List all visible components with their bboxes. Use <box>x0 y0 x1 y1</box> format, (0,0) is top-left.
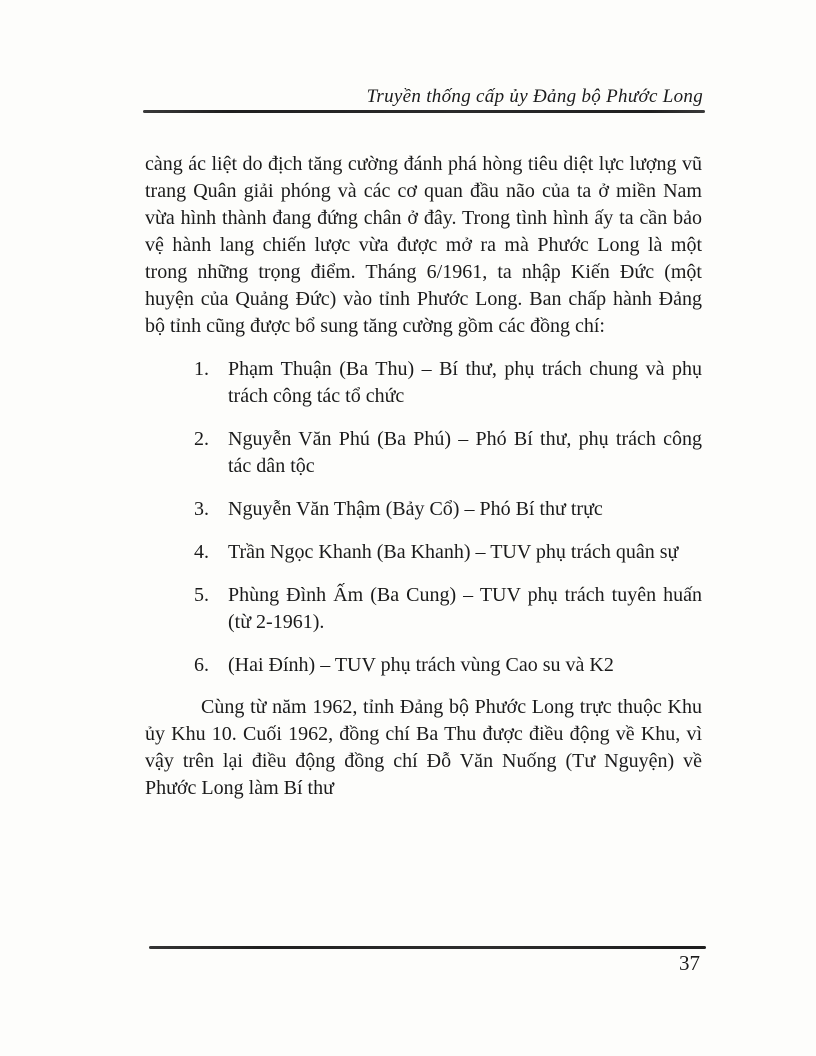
header-rule <box>143 110 705 113</box>
list-item-number: 6. <box>194 654 209 676</box>
running-header-title: Truyền thống cấp ủy Đảng bộ Phước Long <box>366 86 703 107</box>
list-item <box>145 539 702 566</box>
list-item-text: (Hai Đính) – TUV phụ trách vùng Cao su và K2 <box>228 654 614 676</box>
closing-paragraph: Cùng từ năm 1962, tỉnh Đảng bộ Phước Long trực thuộc Khu ủy Khu 10. Cuối 1962, đồng chí Ba Thu được điều động về Khu, vì vậy trên lại điều động đồng chí Đỗ Văn Nuống (Tư Nguyện) về Phước Long làm Bí thư <box>145 696 702 799</box>
footer-rule <box>149 946 706 949</box>
list-item-text: Phạm Thuận (Ba Thu) – Bí thư, phụ trách chung và phụ trách công tác tổ chức <box>228 358 702 407</box>
list-item <box>145 582 702 636</box>
page-body <box>145 151 702 802</box>
member-list <box>145 356 702 679</box>
list-item-number: 5. <box>194 584 209 606</box>
list-item-text: Nguyễn Văn Thậm (Bảy Cổ) – Phó Bí thư trực <box>228 498 603 520</box>
list-item <box>145 496 702 523</box>
list-item-number: 3. <box>194 498 209 520</box>
page-number: 37 <box>679 951 700 975</box>
list-item <box>145 426 702 480</box>
list-item-text: Trần Ngọc Khanh (Ba Khanh) – TUV phụ trách quân sự <box>228 541 679 563</box>
opening-paragraph: càng ác liệt do địch tăng cường đánh phá hòng tiêu diệt lực lượng vũ trang Quân giải phóng và các cơ quan đầu não của ta ở miền Nam vừa hình thành đang đứng chân ở đây. Trong tình hình ấy ta cần bảo vệ hành lang chiến lược vừa được mở ra mà Phước Long là một trong những trọng điểm. Tháng 6/1961, ta nhập Kiến Đức (một huyện của Quảng Đức) vào tỉnh Phước Long. Ban chấp hành Đảng bộ tỉnh cũng được bổ sung tăng cường gồm các đồng chí: <box>145 153 702 337</box>
list-item-text: Nguyễn Văn Phú (Ba Phú) – Phó Bí thư, phụ trách công tác dân tộc <box>228 428 702 477</box>
list-item-number: 2. <box>194 428 209 450</box>
list-item <box>145 356 702 410</box>
list-item-text: Phùng Đình Ấm (Ba Cung) – TUV phụ trách tuyên huấn (từ 2-1961). <box>228 584 702 633</box>
list-item <box>145 652 702 679</box>
list-item-number: 4. <box>194 541 209 563</box>
list-item-number: 1. <box>194 358 209 380</box>
